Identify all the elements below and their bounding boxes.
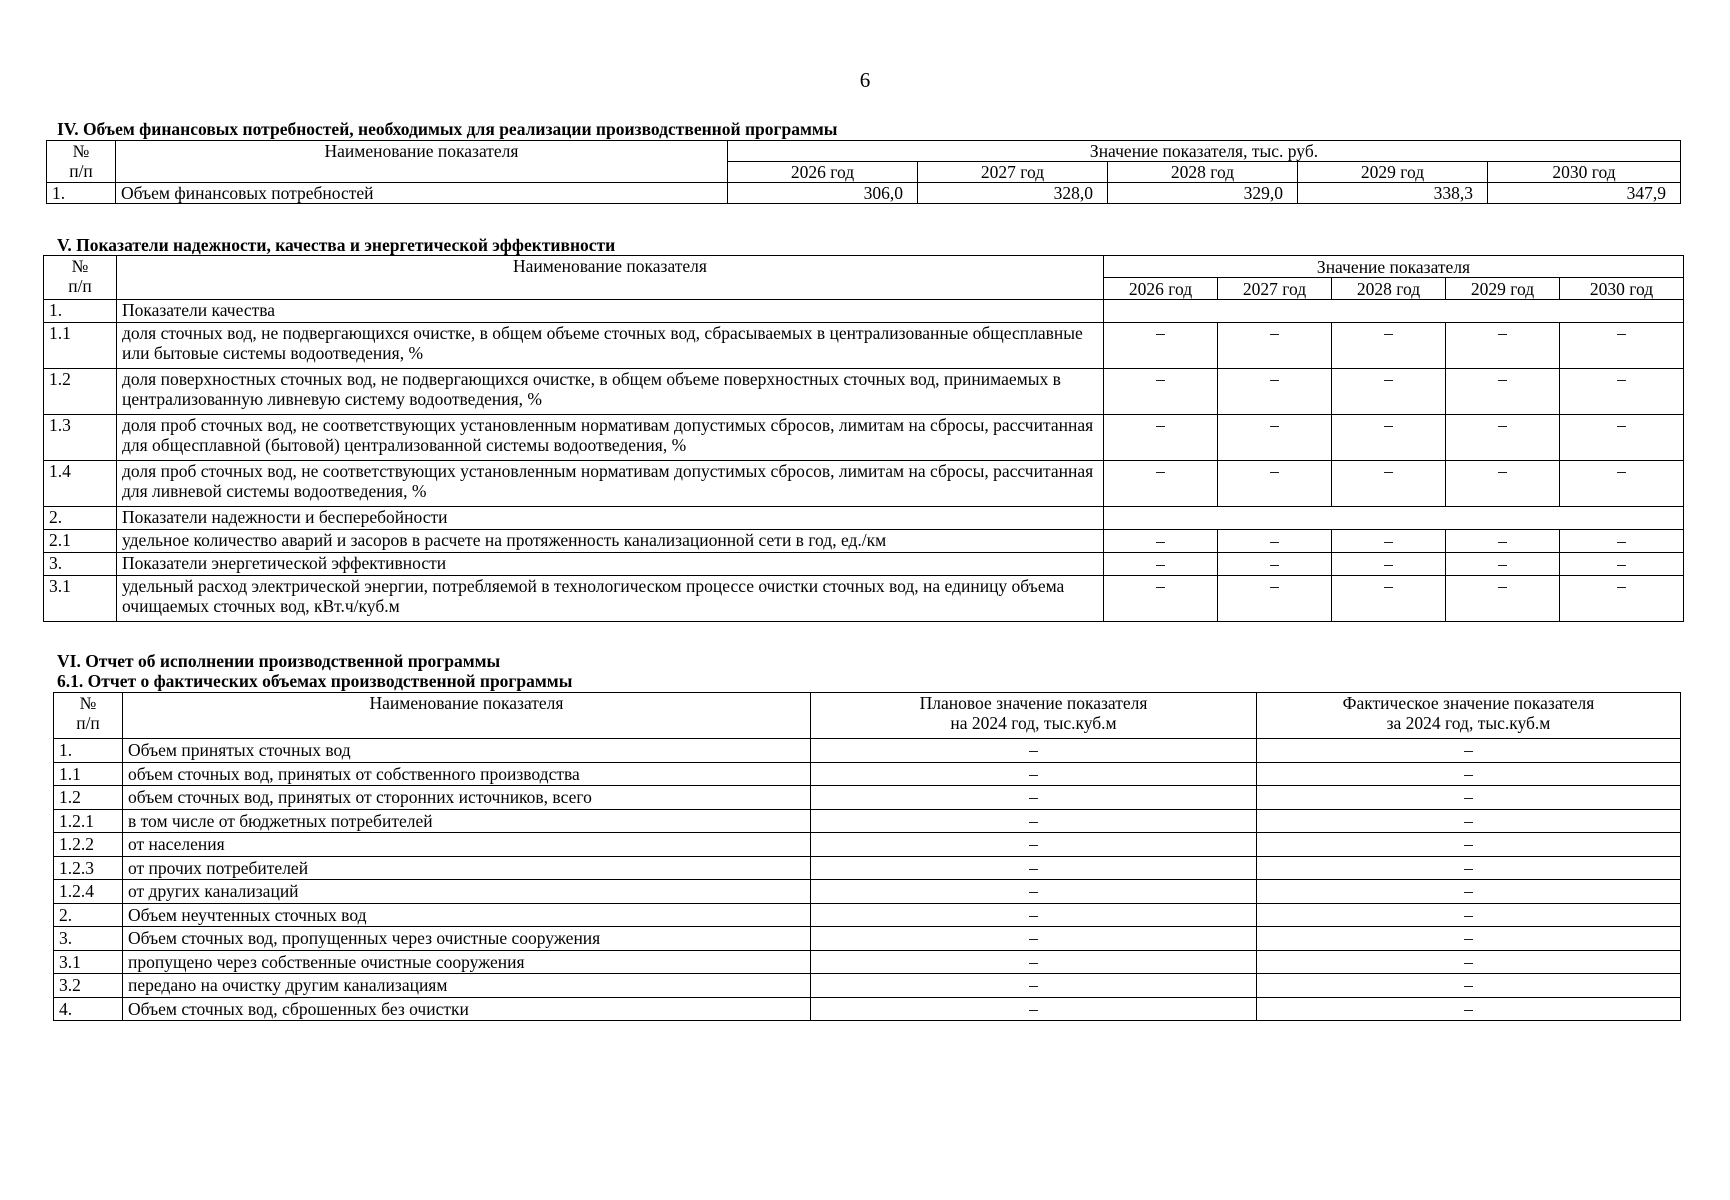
header-name: Наименование показателя — [117, 256, 1104, 300]
row-name: в том числе от бюджетных потребителей — [123, 809, 811, 833]
header-fact-2: за 2024 год, тыс.куб.м — [1386, 713, 1551, 733]
value-2029: – — [1446, 553, 1560, 576]
table-row — [44, 415, 1684, 461]
table-row — [47, 183, 1681, 204]
value-2028: – — [1332, 415, 1446, 461]
value-2030: – — [1560, 553, 1684, 576]
fact-value: – — [1257, 762, 1681, 786]
row-num: 1.2.4 — [54, 880, 123, 904]
fact-value: – — [1257, 856, 1681, 880]
value-2027: – — [1218, 461, 1332, 507]
row-name: от прочих потребителей — [123, 856, 811, 880]
row-num: 3. — [54, 927, 123, 951]
row-name: Объем неучтенных сточных вод — [123, 903, 811, 927]
value-2030: – — [1560, 369, 1684, 415]
year-2030: 2030 год — [1488, 162, 1681, 183]
value-2030: – — [1560, 323, 1684, 369]
row-name: Объем финансовых потребностей — [116, 183, 728, 204]
row-name: доля поверхностных сточных вод, не подвергающихся очистке, в общем объеме поверхностных сточных вод, принимаемых в централизованную ливневую систему водоотведения, % — [117, 369, 1104, 415]
header-value: Значение показателя — [1104, 256, 1684, 278]
row-num: 1.1 — [54, 762, 123, 786]
header-num-2: п/п — [68, 276, 92, 296]
table-row — [54, 927, 1681, 951]
row-name: от других канализаций — [123, 880, 811, 904]
value-2029: 338,3 — [1298, 183, 1488, 204]
row-num: 1.2.2 — [54, 833, 123, 857]
value-2026: – — [1104, 461, 1218, 507]
row-num: 2. — [44, 507, 117, 530]
plan-value: – — [811, 927, 1257, 951]
row-name: Показатели качества — [117, 300, 1104, 323]
value-2026: – — [1104, 576, 1218, 622]
fact-value: – — [1257, 833, 1681, 857]
header-value: Значение показателя, тыс. руб. — [728, 141, 1681, 162]
row-num: 1.2.1 — [54, 809, 123, 833]
value-2030: – — [1560, 415, 1684, 461]
row-name: удельное количество аварий и засоров в расчете на протяженность канализационной сети в год, ед./км — [117, 530, 1104, 553]
value-2026: – — [1104, 323, 1218, 369]
value-2030: – — [1560, 461, 1684, 507]
row-num: 1.3 — [44, 415, 117, 461]
table-row — [54, 786, 1681, 810]
header-num-2: п/п — [69, 161, 93, 181]
header-num: № — [72, 141, 90, 161]
row-num: 1.4 — [44, 461, 117, 507]
table-row — [44, 461, 1684, 507]
row-num: 1. — [47, 183, 116, 204]
row-name: Показатели энергетической эффективности — [117, 553, 1104, 576]
production-report-table — [53, 692, 1681, 1021]
section-4-title: IV. Объем финансовых потребностей, необходимых для реализации производственной программы — [57, 119, 838, 139]
value-2029: – — [1446, 323, 1560, 369]
plan-value: – — [811, 880, 1257, 904]
year-2027: 2027 год — [1218, 278, 1332, 300]
row-name: доля проб сточных вод, не соответствующих установленным нормативам допустимых сбросов, лимитам на сбросы, рассчитанная для общесплавной (бытовой) централизованной системы водоотведения, % — [117, 415, 1104, 461]
row-name: Объем сточных вод, пропущенных через очистные сооружения — [123, 927, 811, 951]
value-2026: – — [1104, 369, 1218, 415]
empty-values-cell — [1104, 507, 1684, 530]
header-fact-cell — [1257, 693, 1681, 739]
row-num: 1.2 — [44, 369, 117, 415]
plan-value: – — [811, 903, 1257, 927]
header-name: Наименование показателя — [123, 693, 811, 739]
section-6-title: VI. Отчет об исполнении производственной программы — [57, 651, 501, 671]
header-plan: Плановое значение показателя — [919, 693, 1148, 713]
row-num: 1.2 — [54, 786, 123, 810]
row-name: объем сточных вод, принятых от собственного производства — [123, 762, 811, 786]
header-name: Наименование показателя — [116, 141, 728, 183]
plan-value: – — [811, 833, 1257, 857]
value-2029: – — [1446, 415, 1560, 461]
year-2029: 2029 год — [1298, 162, 1488, 183]
value-2029: – — [1446, 530, 1560, 553]
row-name: Объем сточных вод, сброшенных без очистки — [123, 997, 811, 1021]
plan-value: – — [811, 809, 1257, 833]
row-num: 1. — [54, 739, 123, 763]
value-2027: – — [1218, 415, 1332, 461]
row-num: 2. — [54, 903, 123, 927]
table-row — [44, 323, 1684, 369]
fact-value: – — [1257, 997, 1681, 1021]
table-row — [44, 530, 1684, 553]
row-num: 3.1 — [54, 950, 123, 974]
quality-indicators-table — [43, 255, 1684, 622]
value-2026: – — [1104, 553, 1218, 576]
header-num-cell — [44, 256, 117, 300]
row-num: 1.2.3 — [54, 856, 123, 880]
value-2028: – — [1332, 461, 1446, 507]
fact-value: – — [1257, 880, 1681, 904]
year-2030: 2030 год — [1560, 278, 1684, 300]
table-row — [54, 833, 1681, 857]
value-2028: – — [1332, 530, 1446, 553]
fact-value: – — [1257, 950, 1681, 974]
value-2027: – — [1218, 576, 1332, 622]
fact-value: – — [1257, 809, 1681, 833]
page-number: 6 — [859, 68, 871, 92]
table-row — [54, 809, 1681, 833]
table-row — [44, 576, 1684, 622]
table-row — [44, 300, 1684, 323]
value-2029: – — [1446, 576, 1560, 622]
row-num: 1.1 — [44, 323, 117, 369]
plan-value: – — [811, 997, 1257, 1021]
table-row — [54, 903, 1681, 927]
plan-value: – — [811, 856, 1257, 880]
year-2026: 2026 год — [1104, 278, 1218, 300]
table-row — [54, 880, 1681, 904]
row-num: 1. — [44, 300, 117, 323]
value-2026: – — [1104, 530, 1218, 553]
table-row — [44, 507, 1684, 530]
header-num-cell — [54, 693, 123, 739]
table-row — [54, 856, 1681, 880]
header-num: № — [71, 256, 89, 276]
year-2026: 2026 год — [728, 162, 918, 183]
row-num: 4. — [54, 997, 123, 1021]
row-name: передано на очистку другим канализациям — [123, 974, 811, 998]
value-2030: – — [1560, 576, 1684, 622]
row-name: пропущено через собственные очистные сооружения — [123, 950, 811, 974]
section-5-title: V. Показатели надежности, качества и энергетической эффективности — [57, 235, 616, 255]
plan-value: – — [811, 762, 1257, 786]
value-2027: 328,0 — [918, 183, 1108, 204]
financial-needs-table — [46, 140, 1681, 204]
row-name: доля проб сточных вод, не соответствующих установленным нормативам допустимых сбросов, лимитам на сбросы, рассчитанная для ливневой системы водоотведения, % — [117, 461, 1104, 507]
plan-value: – — [811, 950, 1257, 974]
value-2026: – — [1104, 415, 1218, 461]
year-2027: 2027 год — [918, 162, 1108, 183]
fact-value: – — [1257, 903, 1681, 927]
value-2028: – — [1332, 553, 1446, 576]
value-2028: 329,0 — [1108, 183, 1298, 204]
header-num-cell — [47, 141, 116, 183]
value-2027: – — [1218, 323, 1332, 369]
table-row — [54, 997, 1681, 1021]
header-num: № — [79, 693, 97, 713]
fact-value: – — [1257, 974, 1681, 998]
header-fact: Фактическое значение показателя — [1342, 693, 1595, 713]
row-name: Показатели надежности и бесперебойности — [117, 507, 1104, 530]
table-row — [44, 553, 1684, 576]
row-name: Объем принятых сточных вод — [123, 739, 811, 763]
row-name: объем сточных вод, принятых от сторонних источников, всего — [123, 786, 811, 810]
value-2027: – — [1218, 369, 1332, 415]
table-row — [54, 974, 1681, 998]
row-name: от населения — [123, 833, 811, 857]
year-2028: 2028 год — [1108, 162, 1298, 183]
value-2027: – — [1218, 530, 1332, 553]
header-num-2: п/п — [76, 713, 100, 733]
fact-value: – — [1257, 786, 1681, 810]
row-num: 2.1 — [44, 530, 117, 553]
row-name: удельный расход электрической энергии, потребляемой в технологическом процессе очистки сточных вод, на единицу объема очищаемых сточных вод, кВт.ч/куб.м — [117, 576, 1104, 622]
empty-values-cell — [1104, 300, 1684, 323]
header-plan-cell — [811, 693, 1257, 739]
value-2026: 306,0 — [728, 183, 918, 204]
row-name: доля сточных вод, не подвергающихся очистке, в общем объеме сточных вод, сбрасываемых в централизованные общесплавные или бытовые системы водоотведения, % — [117, 323, 1104, 369]
table-row — [54, 739, 1681, 763]
plan-value: – — [811, 786, 1257, 810]
value-2029: – — [1446, 461, 1560, 507]
value-2028: – — [1332, 576, 1446, 622]
year-2028: 2028 год — [1332, 278, 1446, 300]
fact-value: – — [1257, 927, 1681, 951]
value-2027: – — [1218, 553, 1332, 576]
value-2028: – — [1332, 323, 1446, 369]
year-2029: 2029 год — [1446, 278, 1560, 300]
table-row — [44, 369, 1684, 415]
header-plan-2: на 2024 год, тыс.куб.м — [950, 713, 1117, 733]
value-2029: – — [1446, 369, 1560, 415]
fact-value: – — [1257, 739, 1681, 763]
row-num: 3.1 — [44, 576, 117, 622]
table-row — [54, 762, 1681, 786]
plan-value: – — [811, 739, 1257, 763]
value-2028: – — [1332, 369, 1446, 415]
section-6-1-title: 6.1. Отчет о фактических объемах производственной программы — [57, 671, 573, 691]
value-2030: 347,9 — [1488, 183, 1681, 204]
table-row — [54, 950, 1681, 974]
row-num: 3. — [44, 553, 117, 576]
value-2030: – — [1560, 530, 1684, 553]
row-num: 3.2 — [54, 974, 123, 998]
plan-value: – — [811, 974, 1257, 998]
